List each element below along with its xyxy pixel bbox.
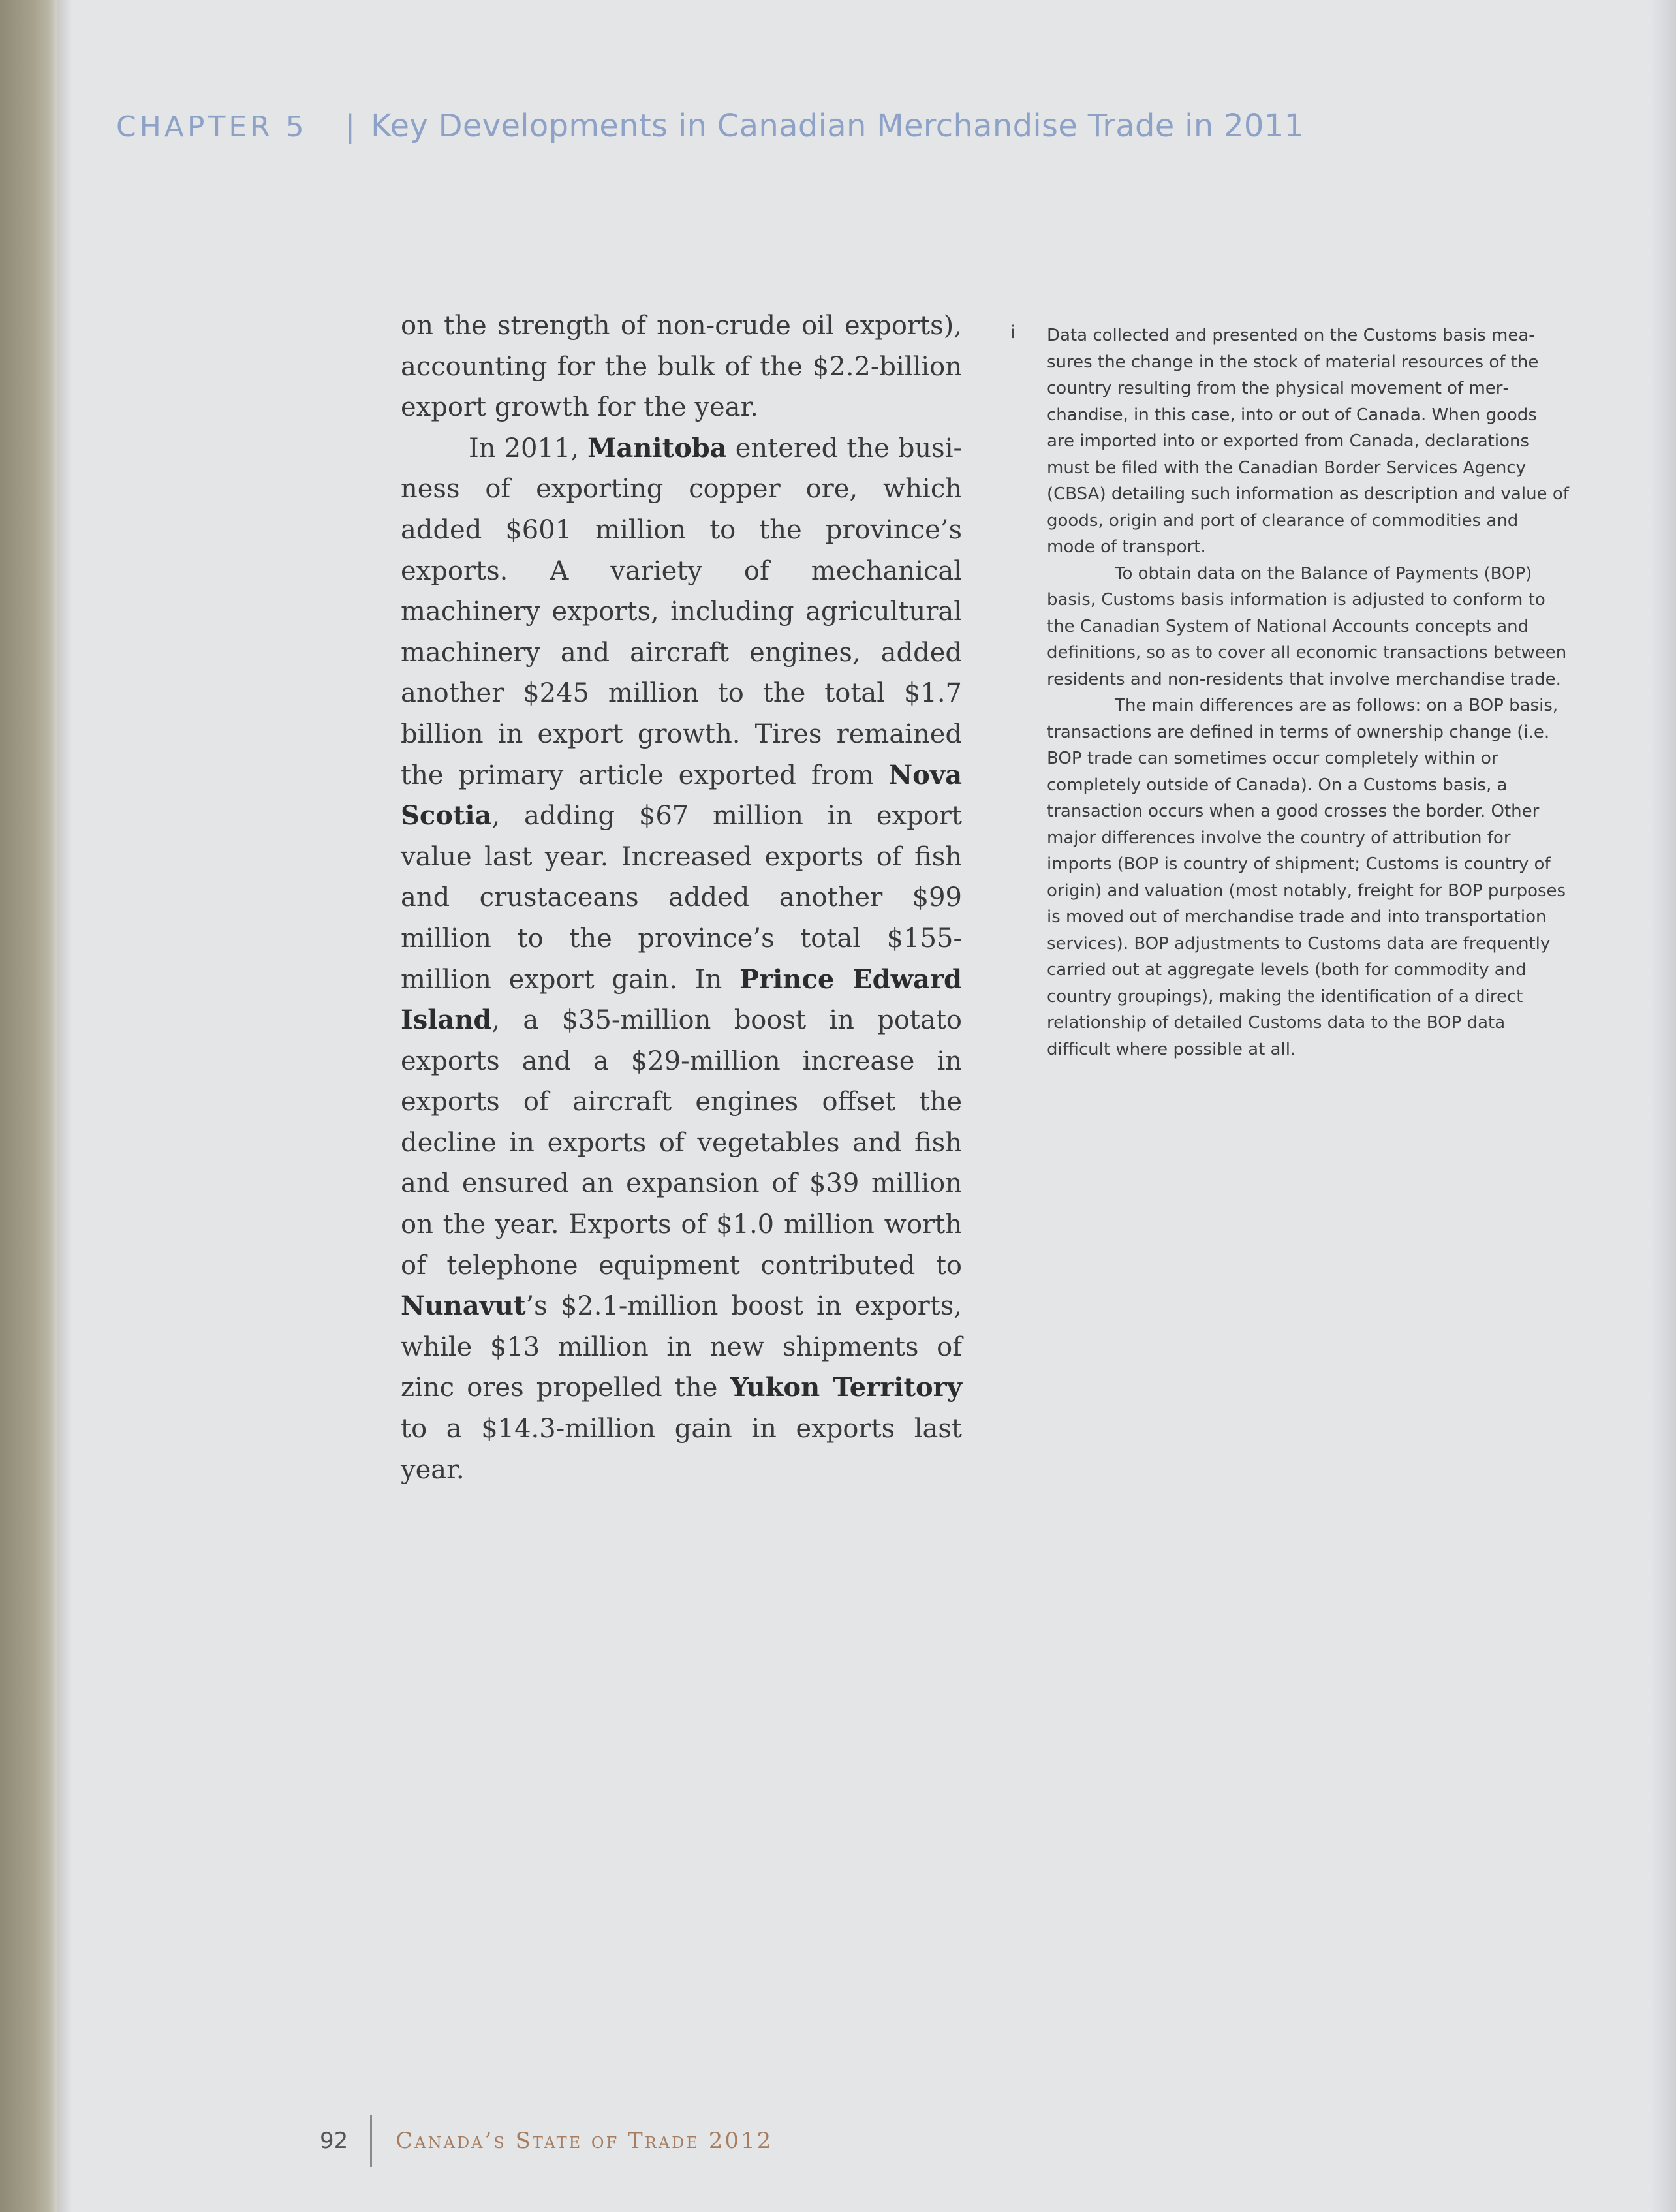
chapter-header — [116, 108, 1304, 153]
page-gutter-shadow — [57, 0, 72, 2212]
text-run: to a $14.3-million gain in exports last year. — [401, 1414, 962, 1485]
page-number: 92 — [320, 2128, 349, 2154]
province-manitoba: Manitoba — [587, 432, 727, 463]
page-right-shadow — [1650, 0, 1676, 2212]
paragraph-continuation: on the strength of non-crude oil exports), accounting for the bulk of the $2.2-billion export growth for the year. — [401, 311, 962, 423]
paragraph-provinces — [401, 428, 962, 1490]
chapter-label: CHAPTER 5 — [116, 110, 307, 144]
province-pei: Prince Edward Island — [401, 963, 962, 1036]
text-run: In 2011, — [469, 433, 580, 463]
header-separator: | — [345, 108, 356, 144]
book-binding — [0, 0, 57, 2212]
main-text-column — [401, 305, 962, 1490]
publication-title: Canada’s State of Trade 2012 — [396, 2128, 773, 2154]
note-paragraph-customs: Data collected and presented on the Customs basis measures the change in the stock of material resources of the country resulting from the physical movement of merchandise, in this case, into or out of Canada. When goods are imported into or exported from Canada, declarations must be filed with the Canadian Border Services Agency (CBSA) detailing such information as description and value of goods, origin and port of clearance of commodities and mode of transport. — [1047, 326, 1569, 557]
footer-divider — [370, 2115, 372, 2167]
text-run: , adding $67 million in export value last year. Increased exports of fish and crustaceans added another $99 million to the province’s total $155-million export gain. In — [401, 801, 962, 995]
text-run: ’s $2.1-million boost in exports, while $13 million in new shipments of zinc ores propelled the — [401, 1291, 962, 1403]
text-run: , a $35-million boost in potato exports and a $29-million increase in exports of aircraft engines offset the decline in exports of vegetables and fish and ensured an expansion of $39 million on the year. Exports of $1.0 million worth of telephone equipment contributed to — [401, 1005, 962, 1281]
sidebar-note — [1047, 322, 1569, 1063]
note-paragraph-differences: The main differences are as follows: on a BOP basis, transactions are defined in terms of ownership change (i.e. BOP trade can sometimes occur completely within or completely outside of Canada). On a Customs basis, a transaction occurs when a good crosses the border. Other major differences involve the country of attribution for imports (BOP is country of shipment; Customs is country of origin) and valuation (most notably, freight for BOP purposes is moved out of merchandise trade and into transportation services). BOP adjustments to Customs data are frequently carried out at aggregate levels (both for commodity and country groupings), making the identification of a direct relationship of detailed Customs data to the BOP data difficult where possible at all. — [1047, 696, 1566, 1059]
territory-yukon: Yukon Territory — [730, 1372, 962, 1403]
chapter-title: Key Developments in Canadian Merchandise Trade in 2011 — [371, 108, 1305, 144]
page-footer — [320, 2118, 773, 2164]
note-marker: i — [1010, 322, 1016, 343]
note-paragraph-bop: To obtain data on the Balance of Payments (BOP) basis, Customs basis information is adjusted to conform to the Canadian System of National Accounts concepts and definitions, so as to cover all economic transactions between residents and non-residents that involve merchandise trade. — [1047, 563, 1567, 689]
province-nova-scotia: Nova Scotia — [401, 759, 962, 832]
text-run: entered the business of exporting copper ore, which added $601 million to the province’s exports. A variety of mechanical machinery exports, including agricultural machinery and aircraft engines, added another $245 million to the total $1.7 billion in export growth. Tires remained the primary article exported from — [401, 433, 963, 790]
territory-nunavut: Nunavut — [401, 1290, 526, 1322]
